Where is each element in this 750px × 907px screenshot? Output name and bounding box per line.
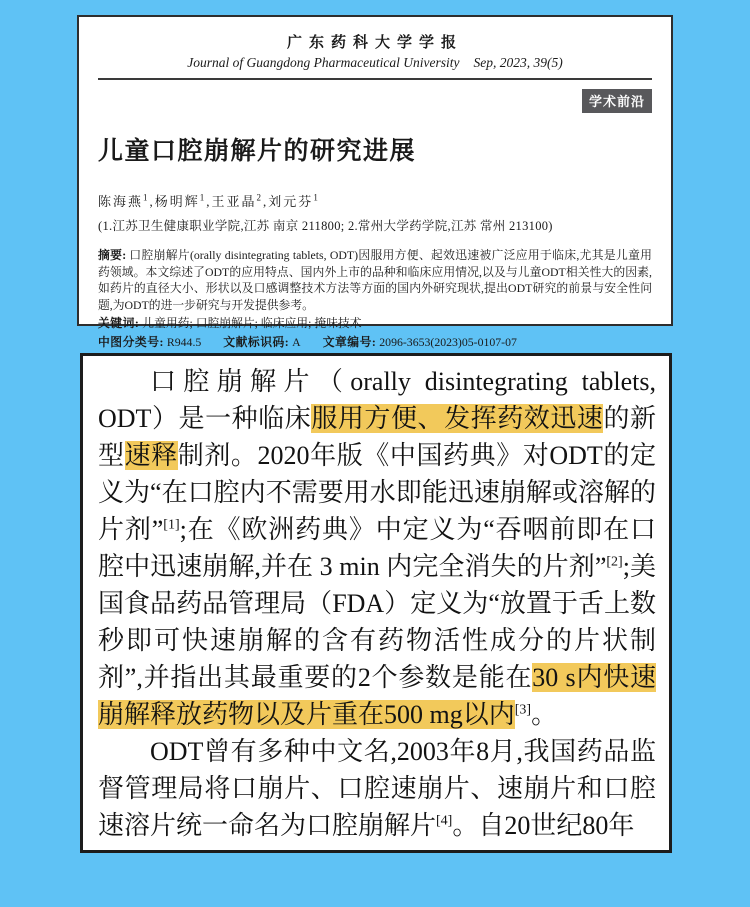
body-text: 口腔崩解片（orally disintegrating tablets, ODT）是一种临床 <box>98 367 656 433</box>
author: 杨明辉$^1$ <box>154 192 207 209</box>
doc-code-value: A <box>292 334 301 349</box>
article-title: 儿童口腔崩解片的研究进展 <box>98 138 417 165</box>
badge-row <box>98 89 652 111</box>
journal-name-en: Journal of Guangdong Pharmaceutical University <box>187 55 460 70</box>
body-text: 制剂。2020年版《中国药典》对ODT的定义为“在口腔内不需要用水即能迅速崩解或溶解的片剂” <box>98 441 656 544</box>
author: 王亚晶$^2$ <box>211 192 264 209</box>
doc-code-label: 文献标识码: <box>223 334 290 349</box>
body-paragraph <box>98 363 656 733</box>
clc-pair <box>98 335 201 349</box>
keywords-label: 关键词: <box>98 316 140 330</box>
article-no-pair <box>323 335 517 349</box>
body-text: 。自20世纪80年 <box>452 811 635 840</box>
journal-name-en-line <box>98 55 652 71</box>
keywords-value: 儿童用药; 口腔崩解片; 临床应用; 掩味技术 <box>142 316 362 330</box>
author: 刘元芬$^1$ <box>268 192 320 209</box>
article-body-card <box>80 353 672 853</box>
clc-label: 中图分类号: <box>98 334 164 349</box>
body-paragraph <box>98 733 656 844</box>
author-list: 陈海燕$^1$,杨明辉$^1$,王亚晶$^2$,刘元芬$^1$ <box>98 192 320 209</box>
classification-line <box>98 334 652 351</box>
abstract <box>98 247 652 313</box>
author: 陈海燕$^1$ <box>98 192 150 209</box>
header-divider <box>98 78 652 80</box>
journal-header-card <box>77 15 673 349</box>
highlighted-text: 30 s内快速崩解释放药物以及片重在500 mg以内 <box>98 663 656 729</box>
journal-issue: Sep, 2023, 39(5) <box>473 55 563 70</box>
section-badge: 学术前沿 <box>582 89 652 113</box>
body-text: ;在《欧洲药典》中定义为“吞咽前即在口腔中迅速崩解,并在 3 min 内完全消失的片剂” <box>98 515 656 581</box>
keywords-line <box>98 315 652 332</box>
body-text: 的新型 <box>98 404 656 470</box>
body-text: ODT曾有多种中文名,2003年8月,我国药品监督管理局将口崩片、口腔速崩片、速崩片和口腔速溶片统一命名为口腔崩解片 <box>98 737 656 840</box>
article-no-label: 文章编号: <box>322 334 377 349</box>
body-text: 。 <box>531 700 558 729</box>
citation-ref: [4] <box>436 813 453 829</box>
citation-ref: [2] <box>606 554 623 570</box>
body-text: ;美国食品药品管理局（FDA）定义为“放置于舌上数秒即可快速崩解的含有药物活性成分的片状制剂”,并指出其最重要的2个参数是能在 <box>98 552 656 692</box>
highlighted-text: 速释 <box>124 441 178 470</box>
affiliation: (1.江苏卫生健康职业学院,江苏 南京 211800; 2.常州大学药学院,江苏 常州 213100) <box>98 219 553 233</box>
citation-ref: [3] <box>514 702 532 718</box>
doc-code-pair <box>223 335 300 349</box>
abstract-text: 口腔崩解片(orally disintegrating tablets, ODT)因服用方便、起效迅速被广泛应用于临床,尤其是儿童用药领域。本文综述了ODT的应用特点、国内外上市的品种和临床应用情况,以及与儿童ODT相关性大的因素,如药片的直径大小、形状以及口感调整技术方法等方面的国内外研究现状,提出ODT研究的前景与安全性问题,为ODT的进一步研究与开发提供参考。 <box>98 248 652 312</box>
citation-ref: [1] <box>163 517 180 533</box>
abstract-label: 摘要: <box>98 248 127 262</box>
journal-name-cn: 广东药科大学学报 <box>286 35 463 51</box>
article-no-value: 2096-3653(2023)05-0107-07 <box>379 334 517 349</box>
article-body <box>98 363 656 844</box>
clc-value: R944.5 <box>166 334 202 349</box>
highlighted-text: 服用方便、发挥药效迅速 <box>311 404 604 433</box>
